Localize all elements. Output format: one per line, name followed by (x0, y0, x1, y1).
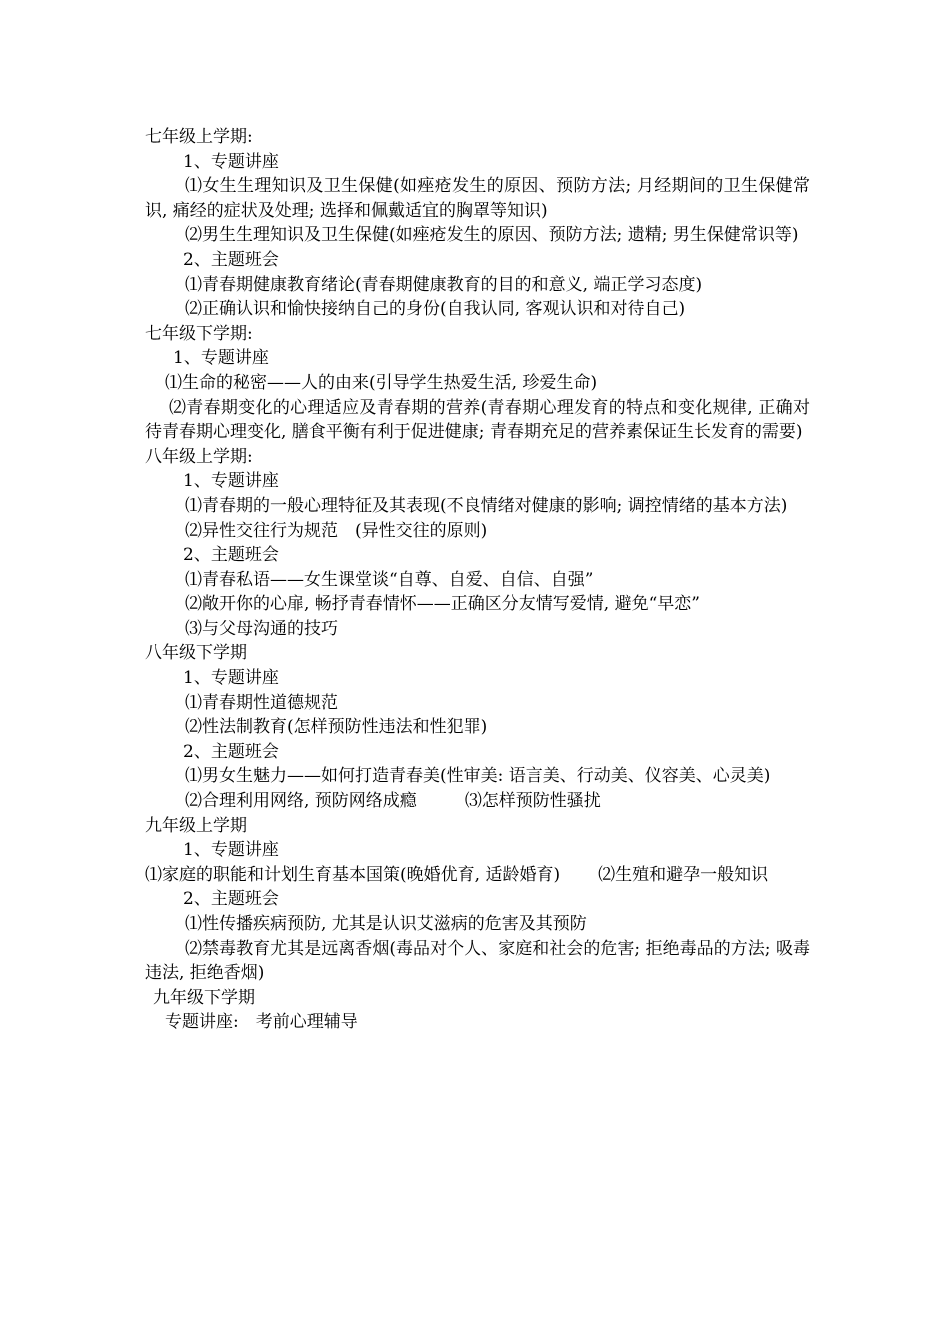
list-item-text: ⑴男女生魅力——如何打造青春美(性审美: 语言美、行动美、仪容美、心灵美) (185, 766, 771, 787)
list-item: ⑶与父母沟通的技巧 (185, 618, 338, 639)
list-item-text: ⑵禁毒教育尤其是远离香烟(毒品对个人、家庭和社会的危害; 拒绝毒品的方法; 吸毒违法, 拒绝香烟) (145, 938, 810, 984)
list-item-text: ⑴女生生理知识及卫生保健(如痤疮发生的原因、预防方法; 月经期间的卫生保健常识, 痛经的症状及处理; 选择和佩戴适宜的胸罩等知识) (145, 176, 810, 221)
subheading: 2、主题班会 (183, 889, 279, 910)
list-item: ⑵异性交往行为规范 (异性交往的原则) (185, 520, 488, 541)
list-item (145, 789, 810, 814)
subheading: 1、专题讲座 (173, 348, 269, 369)
section-heading: 九年级上学期 (145, 815, 247, 836)
list-item-text: ⑵生殖和避孕一般知识 (598, 864, 769, 885)
section-heading: 八年级上学期: (145, 446, 253, 467)
list-item: ⑴青春私语——女生课堂谈“自尊、自爱、自信、自强” (185, 569, 594, 590)
list-item-text: ⑴家庭的职能和计划生育基本国策(晚婚优育, 适龄婚育) (145, 864, 561, 885)
list-item-text: ⑵男生生理知识及卫生保健(如痤疮发生的原因、预防方法; 遗精; 男生保健常识等) (185, 225, 799, 246)
list-item: ⑵正确认识和愉快接纳自己的身份(自我认同, 客观认识和对待自己) (185, 299, 686, 320)
list-item (145, 396, 810, 445)
list-item (145, 494, 810, 519)
section-heading: 八年级下学期 (145, 643, 247, 664)
list-item: ⑴生命的秘密——人的由来(引导学生热爱生活, 珍爱生命) (165, 372, 598, 393)
list-item (145, 863, 810, 888)
subheading: 1、专题讲座 (183, 840, 279, 861)
list-item-text: ⑵合理利用网络, 预防网络成瘾 (185, 791, 417, 812)
subheading: 专题讲座: 考前心理辅导 (165, 1012, 358, 1033)
list-item (145, 937, 810, 986)
list-item-text: ⑴青春期的一般心理特征及其表现(不良情绪对健康的影响; 调控情绪的基本方法) (185, 495, 788, 516)
list-item: ⑵敞开你的心扉, 畅抒青春情怀——正确区分友情写爱情, 避免“早恋” (185, 594, 700, 615)
list-item: ⑵性法制教育(怎样预防性违法和性犯罪) (185, 717, 488, 738)
section-heading: 七年级下学期: (145, 323, 253, 344)
list-item (145, 174, 810, 223)
list-item-text: ⑶怎样预防性骚扰 (464, 791, 601, 812)
subheading: 2、主题班会 (183, 741, 279, 762)
list-item-text: ⑵青春期变化的心理适应及青春期的营养(青春期心理发育的特点和变化规律, 正确对待青春期心理变化, 膳食平衡有利于促进健康; 青春期充足的营养素保证生长发育的需要) (145, 397, 810, 443)
section-heading: 九年级下学期 (153, 987, 255, 1008)
subheading: 1、专题讲座 (183, 151, 279, 172)
subheading: 1、专题讲座 (183, 471, 279, 492)
list-item: ⑴性传播疾病预防, 尤其是认识艾滋病的危害及其预防 (185, 914, 587, 934)
list-item (145, 764, 810, 789)
document-body (145, 125, 810, 1035)
list-item: ⑴青春期性道德规范 (185, 692, 338, 713)
subheading: 1、专题讲座 (183, 668, 279, 689)
list-item: ⑴青春期健康教育绪论(青春期健康教育的目的和意义, 端正学习态度) (185, 274, 703, 295)
subheading: 2、主题班会 (183, 545, 279, 566)
section-heading: 七年级上学期: (145, 127, 253, 147)
list-item (145, 223, 810, 248)
subheading: 2、主题班会 (183, 249, 279, 270)
